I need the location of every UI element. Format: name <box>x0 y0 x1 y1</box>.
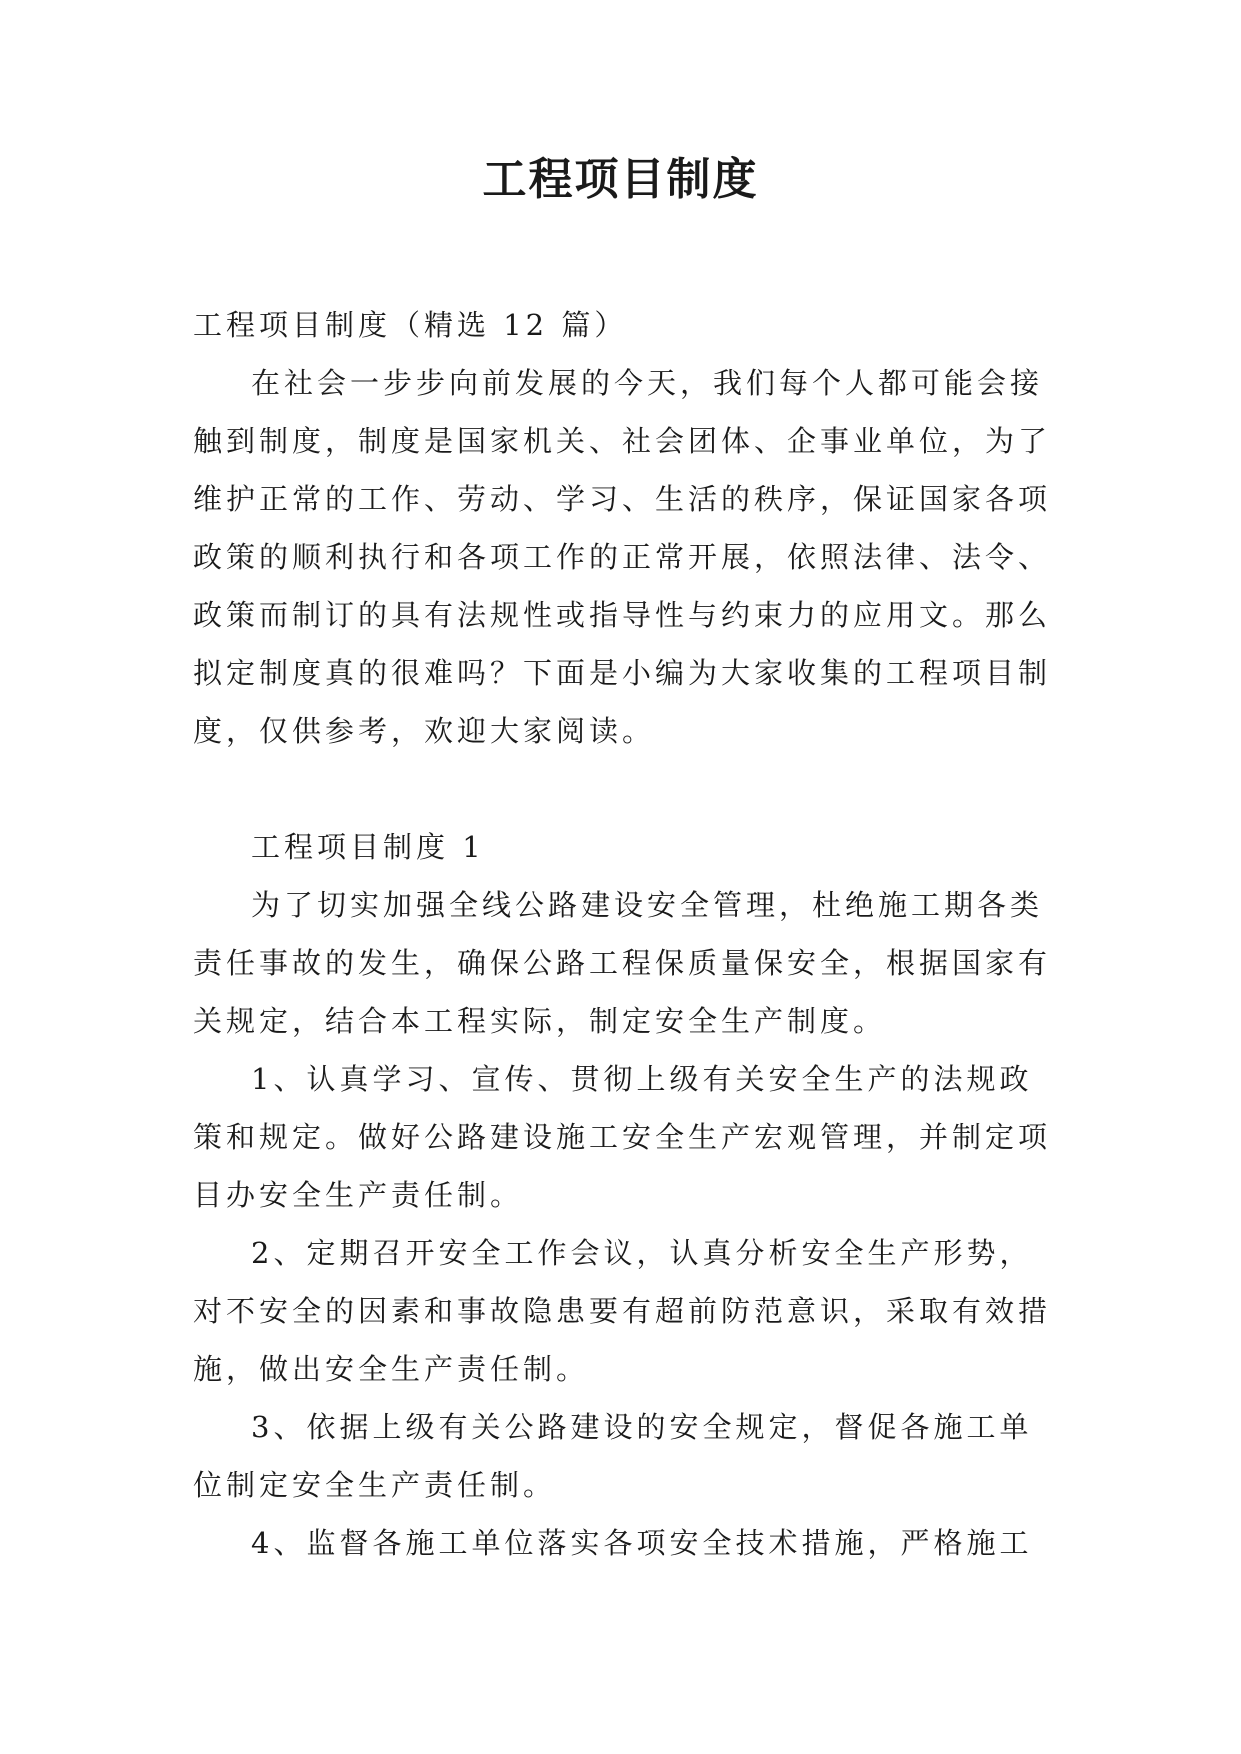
document-body <box>193 296 1065 1572</box>
body-paragraph: 为了切实加强全线公路建设安全管理，杜绝施工期各类责任事故的发生，确保公路工程保质量保安全，根据国家有关规定，结合本工程实际，制定安全生产制度。 <box>193 888 1052 1038</box>
document-subtitle: 工程项目制度（精选 12 篇） <box>193 308 628 342</box>
body-paragraph: 2、定期召开安全工作会议，认真分析安全生产形势，对不安全的因素和事故隐患要有超前防范意识，采取有效措施，做出安全生产责任制。 <box>193 1236 1052 1386</box>
body-paragraph: 1、认真学习、宣传、贯彻上级有关安全生产的法规政策和规定。做好公路建设施工安全生产宏观管理，并制定项目办安全生产责任制。 <box>193 1062 1052 1212</box>
section-heading: 工程项目制度 1 <box>251 830 485 864</box>
body-paragraph: 4、监督各施工单位落实各项安全技术措施，严格施工 <box>251 1526 1033 1560</box>
body-paragraph: 3、依据上级有关公路建设的安全规定，督促各施工单位制定安全生产责任制。 <box>193 1410 1033 1502</box>
intro-paragraph: 在社会一步步向前发展的今天，我们每个人都可能会接触到制度，制度是国家机关、社会团体、企事业单位，为了维护正常的工作、劳动、学习、生活的秩序，保证国家各项政策的顺利执行和各项工作的正常开展，依照法律、法令、政策而制订的具有法规性或指导性与约束力的应用文。那么拟定制度真的很难吗？下面是小编为大家收集的工程项目制度，仅供参考，欢迎大家阅读。 <box>193 366 1052 748</box>
document-title: 工程项目制度 <box>482 154 759 205</box>
section-gap <box>193 760 1065 818</box>
